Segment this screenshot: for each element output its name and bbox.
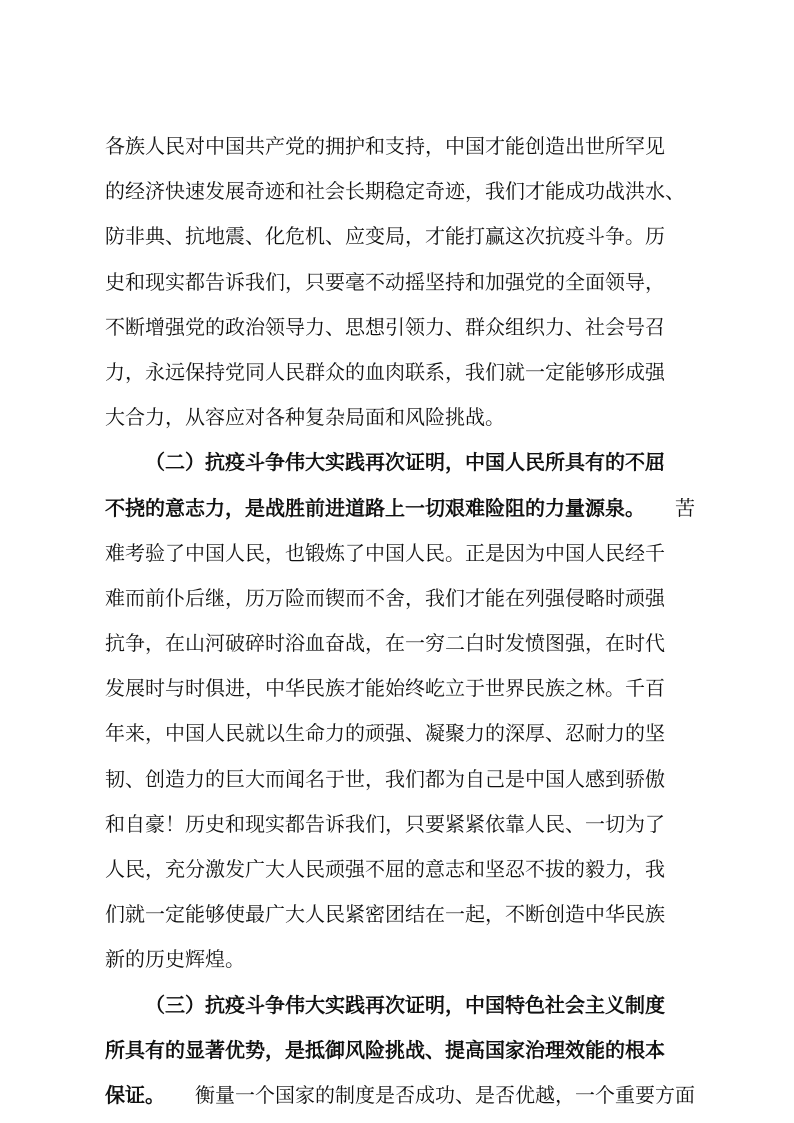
section-heading-line — [105, 486, 695, 531]
text-line — [105, 666, 695, 711]
text-line — [105, 937, 695, 982]
text-line — [105, 621, 695, 666]
text-segment: 不断增强党的政治领导力、思想引领力、群众组织力、社会号召 — [105, 314, 665, 339]
section-heading-line — [105, 983, 695, 1028]
text-segment: 大合力，从容应对各种复杂局面和风险挑战。 — [105, 405, 505, 430]
text-segment: 难考验了中国人民，也锻炼了中国人民。正是因为中国人民经千 — [105, 540, 665, 565]
text-segment: 难而前仆后继，历万险而锲而不舍，我们才能在列强侵略时顽强 — [105, 585, 665, 610]
text-line — [105, 214, 695, 259]
document-body — [105, 124, 695, 1118]
section-heading-text: 不挠的意志力，是战胜前进道路上一切艰难险阻的力量源泉。 — [105, 495, 645, 520]
section-heading-line — [105, 1073, 695, 1118]
text-segment: 史和现实都告诉我们，只要毫不动摇坚持和加强党的全面领导， — [105, 269, 665, 294]
text-line — [105, 711, 695, 756]
text-line — [105, 576, 695, 621]
text-segment: 各族人民对中国共产党的拥护和支持，中国才能创造出世所罕见 — [105, 134, 665, 158]
text-segment: 年来，中国人民就以生命力的顽强、凝聚力的深厚、忍耐力的坚 — [105, 721, 665, 746]
text-line — [105, 350, 695, 395]
section-heading-text: （三）抗疫斗争伟大实践再次证明，中国特色社会主义制度 — [145, 992, 665, 1017]
text-segment: 韧、创造力的巨大而闻名于世，我们都为自己是中国人感到骄傲 — [105, 766, 665, 791]
text-segment: 们就一定能够使最广大人民紧密团结在一起，不断创造中华民族 — [105, 902, 665, 927]
section-heading-text: （二）抗疫斗争伟大实践再次证明，中国人民所具有的不屈 — [145, 450, 665, 475]
section-heading-line — [105, 1028, 695, 1073]
text-line — [105, 395, 695, 440]
text-line — [105, 169, 695, 214]
text-segment: 新的历史辉煌。 — [105, 947, 245, 972]
text-line — [105, 892, 695, 937]
text-segment: 的经济快速发展奇迹和社会长期稳定奇迹，我们才能成功战洪水、 — [105, 179, 685, 204]
text-segment: 和自豪！历史和现实都告诉我们，只要紧紧依靠人民、一切为了 — [105, 811, 665, 836]
text-segment: 抗争，在山河破碎时浴血奋战，在一穷二白时发愤图强，在时代 — [105, 631, 665, 656]
text-segment: 发展时与时俱进，中华民族才能始终屹立于世界民族之林。千百 — [105, 676, 665, 701]
text-line — [105, 305, 695, 350]
text-segment: 苦 — [675, 495, 695, 520]
section-heading-line — [105, 440, 695, 485]
text-line — [105, 531, 695, 576]
section-heading-text: 所具有的显著优势，是抵御风险挑战、提高国家治理效能的根本 — [105, 1037, 665, 1062]
text-line — [105, 847, 695, 892]
text-line — [105, 757, 695, 802]
text-segment: 人民，充分激发广大人民顽强不屈的意志和坚忍不拔的毅力，我 — [105, 857, 665, 881]
text-segment: 力，永远保持党同人民群众的血肉联系，我们就一定能够形成强 — [105, 359, 665, 384]
text-line — [105, 260, 695, 305]
text-segment: 防非典、抗地震、化危机、应变局，才能打赢这次抗疫斗争。历 — [105, 224, 665, 249]
section-heading-text: 保证。 — [105, 1082, 165, 1107]
text-line — [105, 802, 695, 847]
text-segment: 衡量一个国家的制度是否成功、是否优越，一个重要方面 — [195, 1082, 695, 1107]
text-line — [105, 124, 695, 169]
